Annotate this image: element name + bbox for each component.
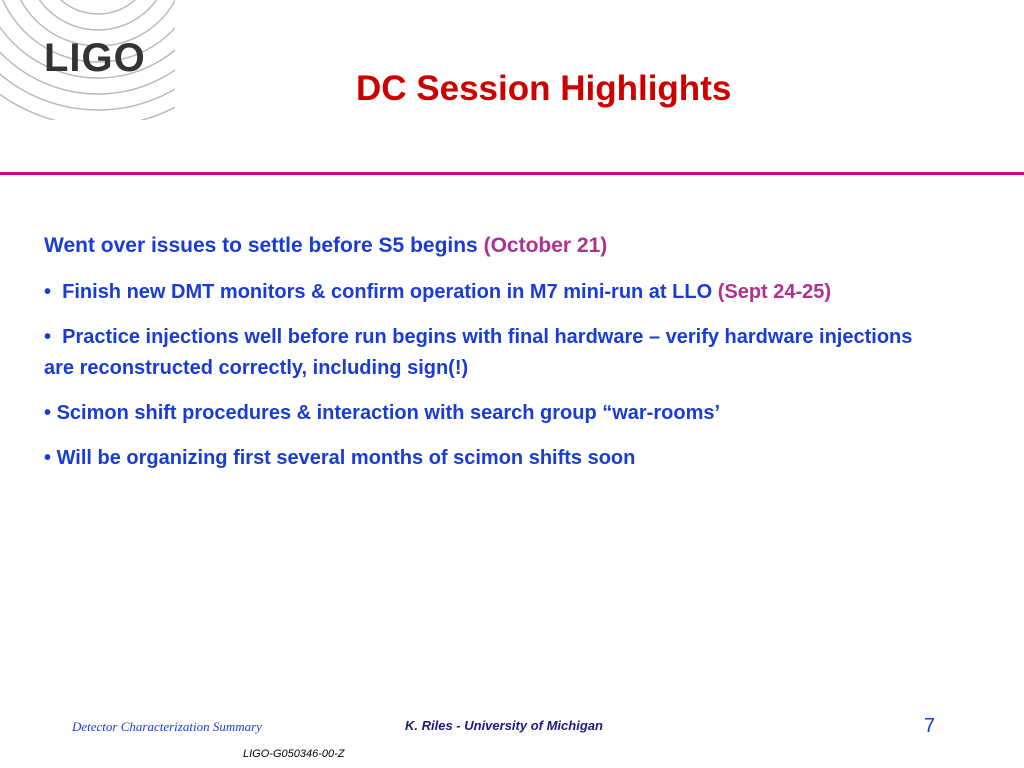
footer-author: K. Riles - University of Michigan: [405, 718, 603, 733]
bullet-marker: •: [44, 402, 52, 424]
bullet-item: [44, 443, 924, 474]
page-number: 7: [924, 715, 936, 737]
intro-line: [44, 232, 924, 260]
bullet-item: [44, 398, 924, 429]
bullet-text: Finish new DMT monitors & confirm operation in M7 mini-run at LLO: [62, 281, 713, 303]
intro-text: Went over issues to settle before S5 begins: [44, 234, 478, 257]
bullet-marker: •: [44, 447, 52, 469]
slide-title: DC Session Highlights: [356, 69, 732, 108]
title-divider: [0, 172, 1024, 175]
bullet-item: [44, 322, 924, 384]
bullet-text: Will be organizing first several months of scimon shifts soon: [56, 447, 636, 469]
bullet-date: (Sept 24-25): [717, 281, 832, 303]
intro-date: (October 21): [483, 234, 608, 257]
bullet-text: Scimon shift procedures & interaction with search group “war-rooms’: [56, 402, 721, 424]
slide-body: [44, 232, 924, 488]
bullet-marker: •: [44, 326, 52, 348]
document-id: LIGO-G050346-00-Z: [243, 748, 345, 760]
bullet-item: [44, 277, 924, 308]
footer-presentation-title: Detector Characterization Summary: [72, 719, 262, 734]
bullet-text: Practice injections well before run begins with final hardware – verify hardware injections are reconstructed correctly, including sign(!): [44, 326, 913, 379]
bullet-marker: •: [44, 281, 52, 303]
ligo-logo-text: LIGO: [44, 36, 146, 80]
